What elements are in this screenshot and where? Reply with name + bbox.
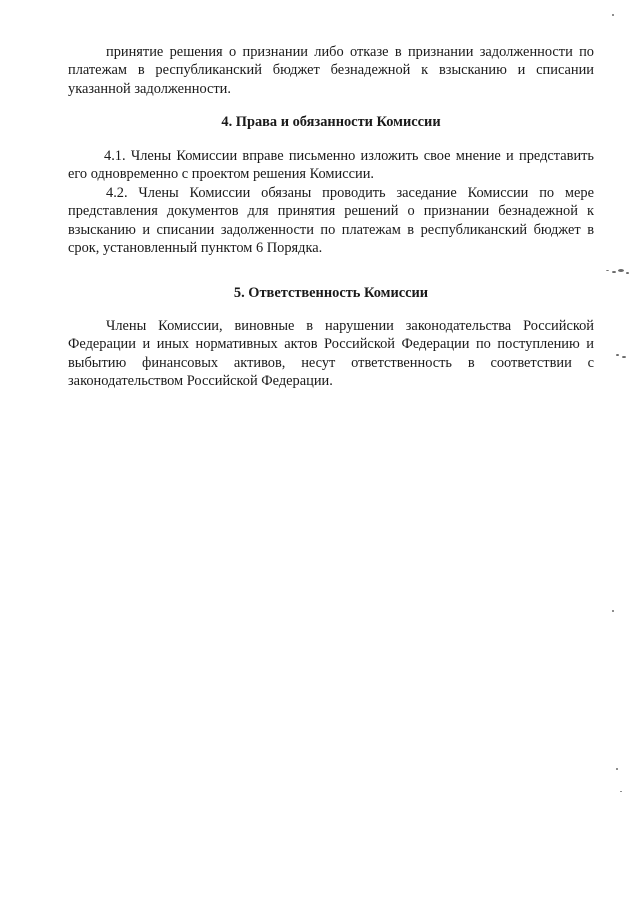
scan-speck [606,270,609,271]
section-5-paragraph: Члены Комиссии, виновные в нарушении законодательства Российской Федерации и иных нормативных актов Российской Федерации по поступлению и выбытию финансовых активов, несут ответственность в соответствии с законодательством Российской Федерации. [68,318,594,389]
scan-speck [612,14,614,16]
scan-speck [612,271,616,273]
scan-speck [612,610,614,612]
scan-speck [616,768,618,770]
intro-paragraph: принятие решения о признании либо отказе в признании задолженности по платежам в республиканский бюджет безнадежной к взысканию и списании указанной задолженности. [68,44,594,97]
scan-speck [616,354,619,356]
clause-4-1: 4.1. Члены Комиссии вправе письменно изложить свое мнение и представить его одновременно с проектом решения Комиссии. [68,148,594,183]
scan-speck [622,356,626,358]
scan-speck [620,791,622,792]
scan-speck [618,269,624,272]
scan-speck [626,272,629,274]
section-5-heading: 5. Ответственность Комиссии [233,285,429,301]
section-4-heading: 4. Права и обязанности Комиссии [221,114,441,130]
clause-4-2: 4.2. Члены Комиссии обязаны проводить заседание Комиссии по мере представления документов для принятия решений о признании безнадежной к взысканию и списании задолженности по платежам в республиканский бюджет в срок, установленный пунктом 6 Порядка. [68,185,594,256]
